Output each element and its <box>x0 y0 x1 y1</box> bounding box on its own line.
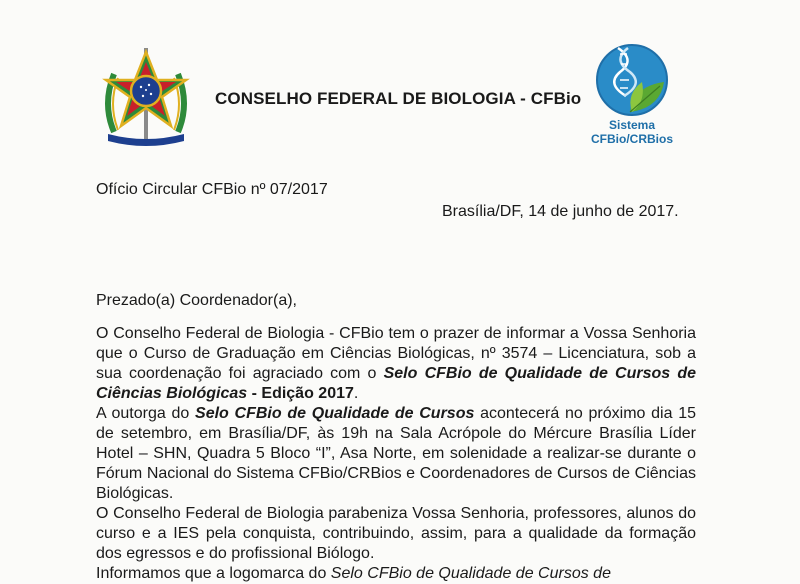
logo-caption <box>584 118 680 146</box>
paragraph-4 <box>96 564 696 584</box>
paragraph-1-end: . <box>353 385 359 402</box>
paragraph-3: O Conselho Federal de Biologia parabeniza Vossa Senhoria, professores, alunos do curso e a IES pela conquista, contribuindo, assim, para a qualidade da formação dos egressos e do profissional Biólogo. <box>96 505 696 562</box>
logo-caption-line2: CFBio/CRBios <box>591 132 673 146</box>
letter-place-date: Brasília/DF, 14 de junho de 2017. <box>442 203 679 220</box>
paragraph-1 <box>96 324 696 404</box>
paragraph-4-start: Informamos que a logomarca do <box>96 565 331 582</box>
paragraph-2 <box>96 404 696 504</box>
paragraph-2-text: acontecerá no próximo dia 15 de setembro, em Brasília/DF, às 19h na Sala Acrópole do Mércure Brasília Líder Hotel – SHN, Quadra 5 Bloco “I”, Asa Norte, em solenidade a realizar-se durante o Fórum Nacional do Sistema CFBio/CRBios e Coordenadores de Cursos de Ciências Biológicas. <box>96 405 697 502</box>
letter-greeting: Prezado(a) Coordenador(a), <box>96 292 297 309</box>
seal-name-short: Selo CFBio de Qualidade de Cursos <box>195 405 475 422</box>
seal-name-full: Selo CFBio de Qualidade de Cursos de Ciências Biológicas <box>96 365 696 402</box>
logo-caption-line1: Sistema <box>608 118 656 132</box>
paragraph-2-start: A outorga do <box>96 405 196 422</box>
letter-reference: Ofício Circular CFBio nº 07/2017 <box>96 181 328 198</box>
seal-name-partial: Selo CFBio de Qualidade de Cursos de <box>330 565 611 582</box>
cfbio-system-logo-icon <box>590 42 674 120</box>
paragraph-1-text: O Conselho Federal de Biologia - CFBio tem o prazer de informar a Vossa Senhoria que o Curso de Graduação em Ciências Biológicas, nº 3574 – Licenciatura, sob a sua coordenação foi agraciado com o <box>96 325 696 382</box>
brazil-coat-of-arms-icon <box>100 44 192 148</box>
letter-body <box>96 324 696 584</box>
organization-title: CONSELHO FEDERAL DE BIOLOGIA - CFBio <box>215 89 582 108</box>
seal-edition: - Edição 2017 <box>247 385 354 402</box>
